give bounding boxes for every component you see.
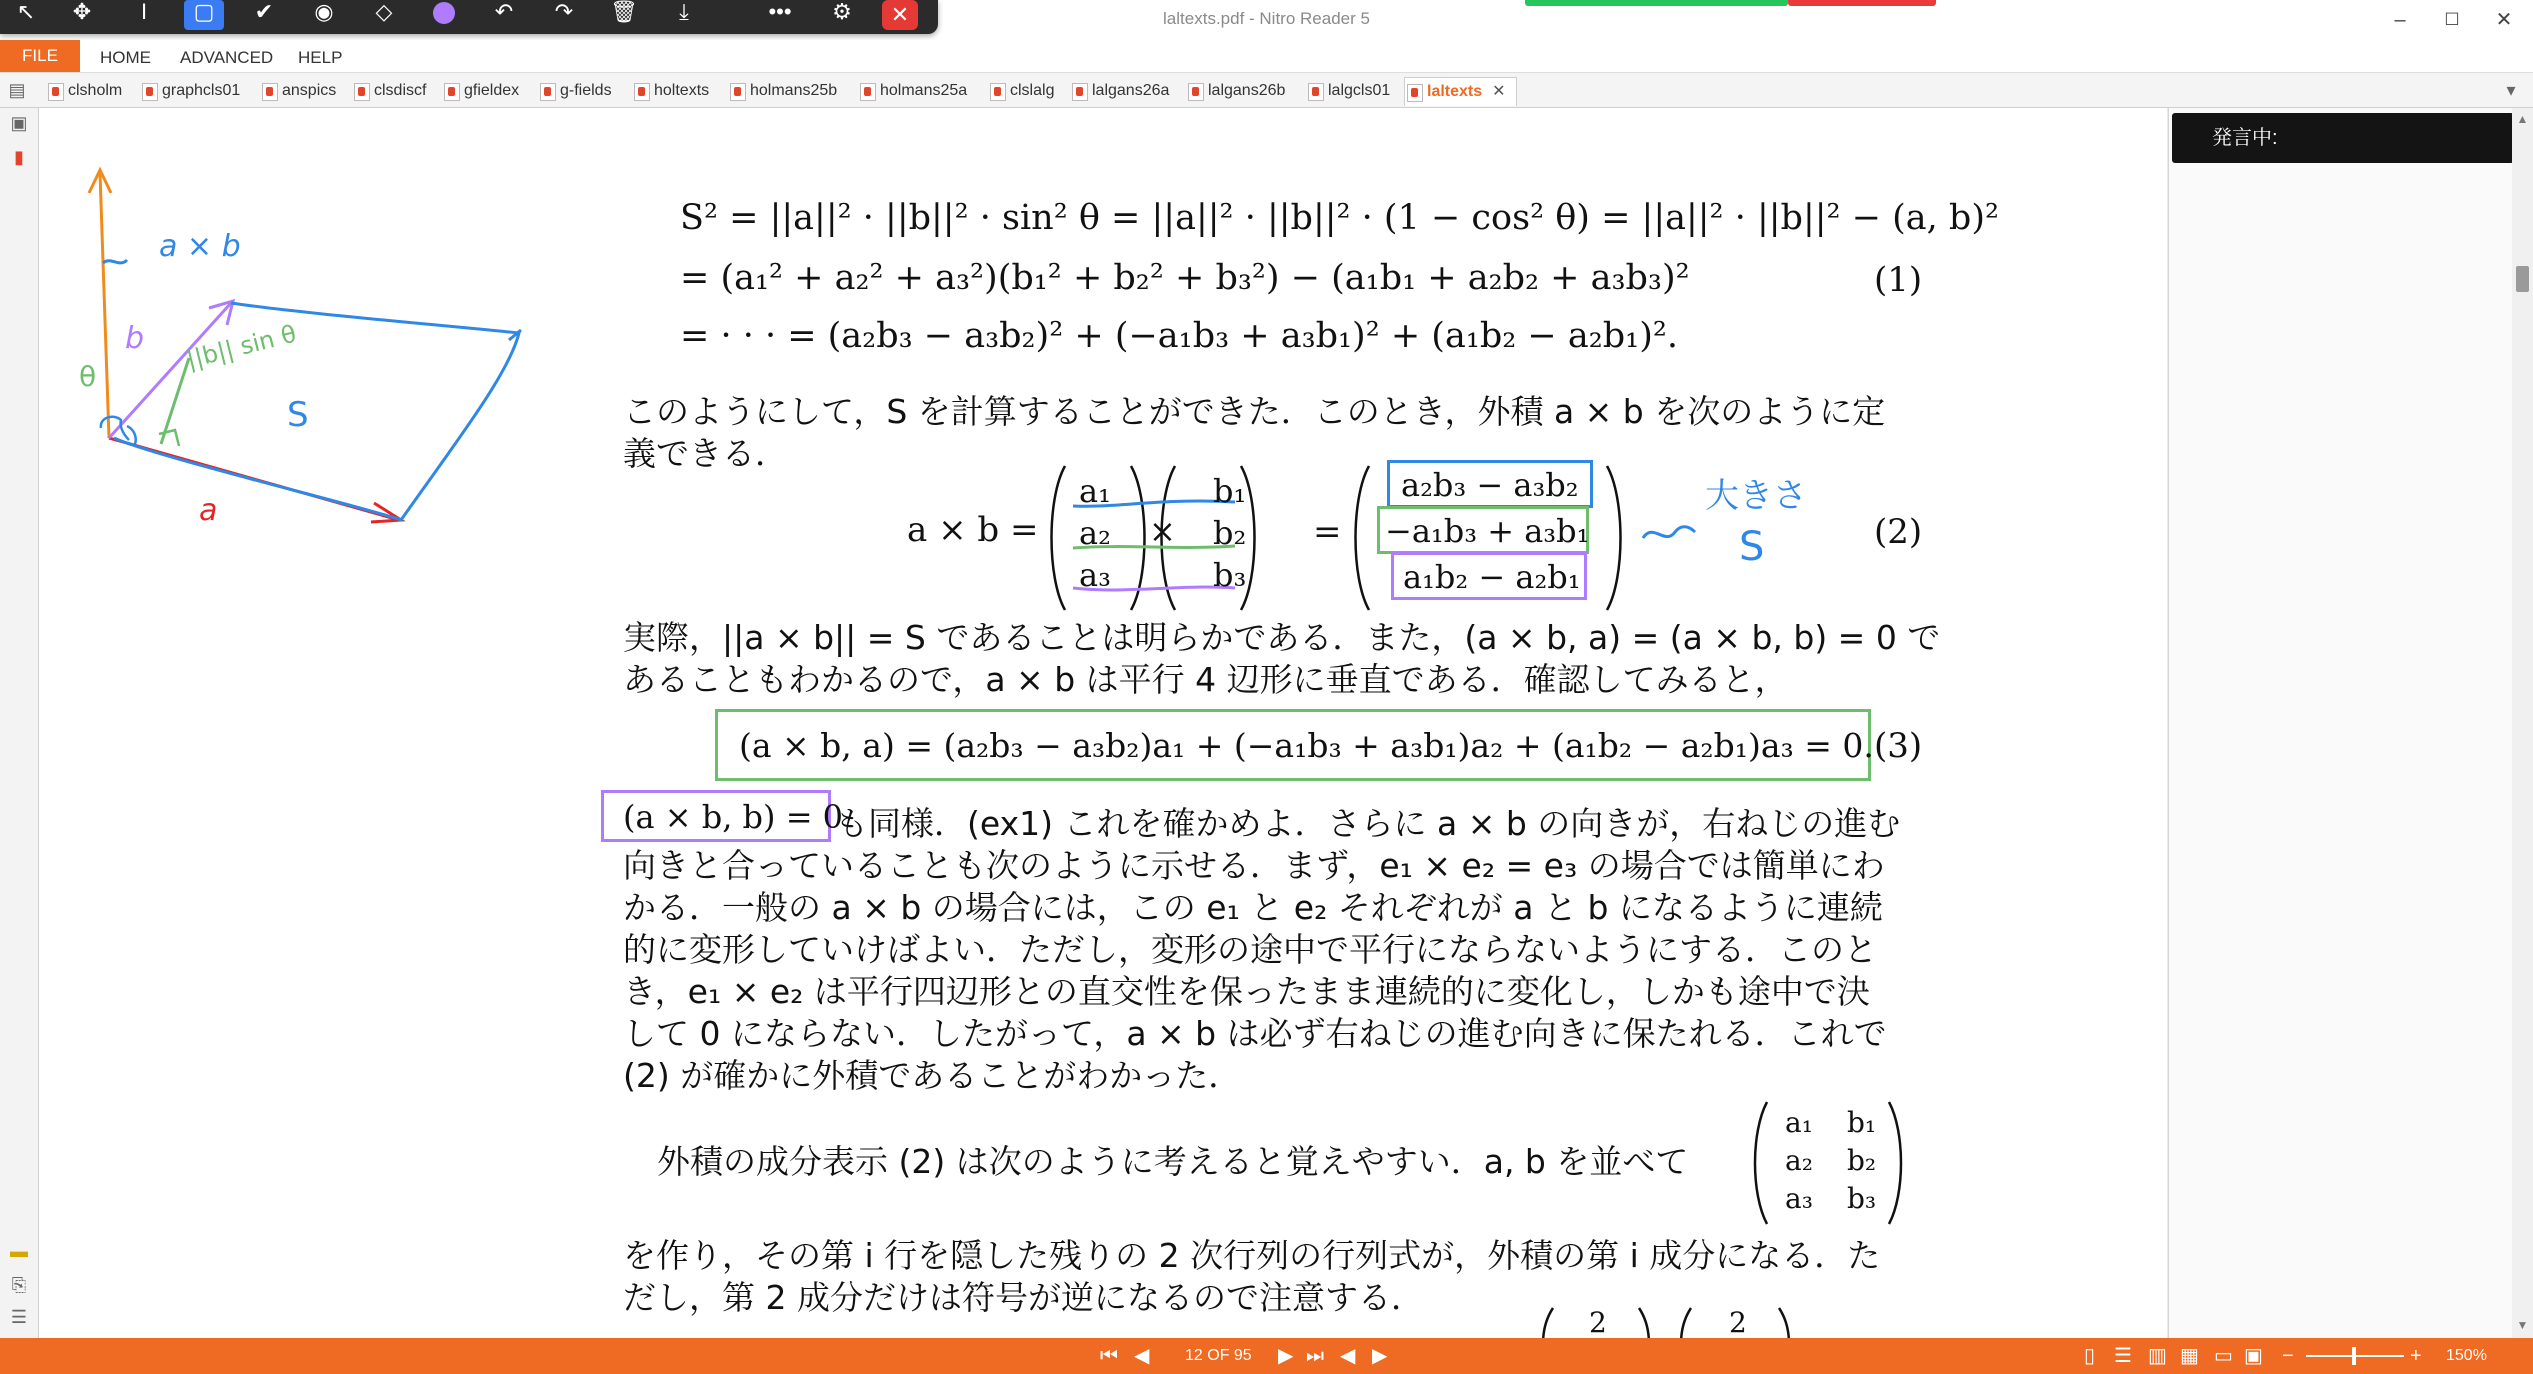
cutoff-value-2: 2 (1729, 1306, 1747, 1338)
pages-panel-icon[interactable]: ▣ (10, 113, 28, 133)
zoom-level[interactable]: 150% (2446, 1347, 2487, 1364)
forward-view-icon[interactable]: ▶ (1372, 1345, 1388, 1367)
first-page-icon[interactable]: ⏮ (1100, 1345, 1118, 1367)
speaking-indicator: 発言中: (2172, 113, 2514, 163)
single-page-view-icon[interactable]: ▯ (2084, 1345, 2096, 1367)
eq2-r1: a₂b₃ − a₃b₂ (1401, 466, 1579, 504)
label-a-cross-b: a × b (159, 229, 241, 264)
para3-boxed-eq: (a × b, b) = 0 (623, 798, 844, 836)
eq2-b1: b₁ (1213, 472, 1247, 510)
eq1-line3: = · · · = (a₂b₃ − a₃b₂)² + (−a₁b₃ + a₃b₁)² + (a₁b₂ − a₂b₁)². (680, 316, 1679, 356)
tab-g-fields[interactable]: g-fields (538, 77, 612, 105)
para3-line1: も同様．(ex1) これを確かめよ．さらに a × b の向きが，右ねじの進む (835, 804, 1901, 843)
comments-panel-icon[interactable]: ▬ (10, 1241, 28, 1261)
tab-lalgans26b[interactable]: lalgans26b (1186, 77, 1285, 105)
maximize-button[interactable]: ☐ (2444, 10, 2460, 29)
eq2-b3: b₃ (1213, 556, 1247, 594)
tab-anspics[interactable]: anspics (260, 77, 336, 105)
previous-page-icon[interactable]: ◀ (1134, 1345, 1150, 1367)
facing-view-icon[interactable]: ▥ (2148, 1345, 2167, 1367)
label-theta: θ (79, 360, 97, 393)
eq2-b2: b₂ (1213, 514, 1247, 552)
pdf-page (39, 108, 2167, 1338)
next-page-icon[interactable]: ▶ (1278, 1345, 1294, 1367)
parallelogram-outline (114, 303, 519, 520)
menu-bar (0, 40, 2533, 73)
color-picker-icon[interactable] (424, 0, 464, 30)
eq2-equals: = (1313, 512, 1342, 552)
scroll-down-icon[interactable]: ▼ (2516, 1318, 2529, 1332)
vertical-scrollbar[interactable] (2512, 108, 2533, 1338)
pdf-icon (860, 83, 876, 101)
pointer-icon[interactable]: ↖ (16, 0, 36, 24)
bookmarks-panel-icon[interactable]: ▮ (14, 147, 24, 167)
eq2-lhs: a × b = (907, 510, 1039, 550)
para3-line4: 的に変形していけばよい．ただし，変形の途中で平行にならないようにする．このと (623, 930, 1877, 969)
menu-home[interactable]: HOME (100, 48, 151, 67)
right-side-panel (2168, 108, 2512, 1338)
fit-page-icon[interactable]: ▣ (2244, 1345, 2263, 1367)
continuous-view-icon[interactable]: ☰ (2114, 1345, 2132, 1367)
toolbar-close-button[interactable]: ✕ (882, 0, 918, 30)
left-panel-strip (0, 108, 39, 1338)
tilde-annotation (1639, 518, 1699, 548)
tilde-mark (103, 260, 127, 263)
para2-line2: あることもわかるので，a × b は平行 4 辺形に垂直である．確認してみると， (623, 660, 1788, 699)
facing-continuous-view-icon[interactable]: ▦ (2180, 1345, 2199, 1367)
menu-file[interactable]: FILE (0, 40, 80, 72)
label-s: S (287, 395, 309, 435)
eq2-r3: a₁b₂ − a₂b₁ (1403, 558, 1581, 596)
pdf-icon (1308, 83, 1324, 101)
para4-line2: を作り，その第 i 行を隠した残りの 2 次行列の行列式が，外積の第 i 成分になる．た (623, 1236, 1881, 1275)
tab-gfieldex[interactable]: gfieldex (442, 77, 519, 105)
document-tabs (0, 73, 2533, 108)
tab-holtexts[interactable]: holtexts (632, 77, 709, 105)
check-icon[interactable]: ✔ (254, 0, 274, 24)
matrix-b2: b₂ (1847, 1144, 1877, 1177)
eraser-icon[interactable]: ◇ (375, 0, 393, 24)
handwritten-figure (39, 108, 559, 568)
pdf-icon (142, 83, 158, 101)
para3-line6: して 0 にならない．したがって，a × b は必ず右ねじの進む向きに保たれる．これで (623, 1014, 1887, 1053)
scroll-thumb[interactable] (2516, 266, 2529, 292)
tab-lalgcls01[interactable]: lalgcls01 (1306, 77, 1390, 105)
pdf-icon (990, 83, 1006, 101)
pdf-icon (1188, 83, 1204, 101)
matrix-brackets (1749, 1098, 1909, 1228)
pdf-icon (1072, 83, 1088, 101)
call-indicator-green (1525, 0, 1788, 6)
tab-laltexts[interactable]: laltexts ✕ (1404, 77, 1517, 106)
tab-overflow-icon[interactable]: ▾ (2506, 80, 2516, 100)
annotation-size-s: S (1739, 524, 1765, 570)
menu-advanced[interactable]: ADVANCED (180, 48, 274, 67)
para3-line2: 向きと合っていることも次のように示せる．まず，e₁ × e₂ = e₃ の場合では簡単にわ (623, 846, 1885, 885)
para3-line7: (2) が確かに外積であることがわかった． (623, 1056, 1242, 1095)
fit-width-icon[interactable]: ▭ (2214, 1345, 2233, 1367)
para4-line1: 外積の成分表示 (2) は次のように考えると覚えやすい．a, b を並べて (657, 1142, 1689, 1181)
pdf-icon (634, 83, 650, 101)
eq1-line1: S² = ||a||² · ||b||² · sin² θ = ||a||² · ||b||² · (1 − cos² θ) = ||a||² · ||b||² − (a, b)² (680, 198, 2000, 238)
tab-close-icon[interactable]: ✕ (1492, 83, 1506, 100)
para1-line2: 義できる． (623, 434, 788, 473)
label-height: ||b|| sin θ (183, 319, 300, 374)
back-view-icon[interactable]: ◀ (1340, 1345, 1356, 1367)
para2-line1: 実際，||a × b|| = S であることは明らかである．また，(a × b, a) = (a × b, b) = 0 で (623, 618, 1941, 657)
move-icon[interactable]: ✥ (72, 0, 92, 24)
tab-lalgans26a[interactable]: lalgans26a (1070, 77, 1169, 105)
matrix-b1: b₁ (1847, 1106, 1877, 1139)
menu-help[interactable]: HELP (298, 48, 343, 67)
eq2-times: × (1149, 512, 1176, 550)
text-cursor-icon[interactable]: I (140, 0, 148, 24)
status-bar (0, 1338, 2533, 1374)
undo-icon[interactable]: ↶ (494, 0, 514, 24)
redo-icon[interactable]: ↷ (554, 0, 574, 24)
zoom-out-icon[interactable]: − (2282, 1345, 2294, 1367)
download-icon[interactable]: ⤓ (679, 0, 689, 24)
para3-line3: かる．一般の a × b の場合には，この e₁ と e₂ それぞれが a と b になるように連続 (623, 888, 1883, 927)
minimize-button[interactable]: – (2394, 9, 2406, 31)
angle-arc (127, 426, 136, 444)
pdf-icon (262, 83, 278, 101)
pdf-icon (354, 83, 370, 101)
tab-list-icon[interactable]: ▤ (8, 80, 26, 100)
eq3: (a × b, a) = (a₂b₃ − a₃b₂)a₁ + (−a₁b₃ + a₃b₁)a₂ + (a₁b₂ − a₂b₁)a₃ = 0. (739, 726, 1874, 765)
eq2-a3: a₃ (1079, 556, 1111, 594)
eq1-number: (1) (1874, 260, 1923, 300)
tab-clsholm[interactable]: clsholm (46, 77, 122, 105)
tab-clsdiscf[interactable]: clsdiscf (352, 77, 426, 105)
page-indicator[interactable]: 12 OF 95 (1185, 1347, 1252, 1364)
highlighter-icon[interactable]: ◉ (314, 0, 334, 24)
zoom-slider-handle[interactable] (2352, 1347, 2356, 1365)
pdf-icon (730, 83, 746, 101)
eq2-a2: a₂ (1079, 514, 1111, 552)
cutoff-value-1: 2 (1589, 1306, 1607, 1338)
para3-line5: き，e₁ × e₂ は平行四辺形との直交性を保ったまま連続的に変化し，しかも途中で決 (623, 972, 1870, 1011)
attachments-panel-icon[interactable]: ⎘ (11, 1275, 27, 1295)
normal-vector-arrow (100, 173, 109, 438)
para4-line3: だし，第 2 成分だけは符号が逆になるので注意する． (623, 1278, 1424, 1317)
label-b: b (125, 321, 145, 356)
tab-graphcls01[interactable]: graphcls01 (140, 77, 240, 105)
eq3-number: (3) (1874, 726, 1923, 766)
call-indicator-red (1788, 0, 1936, 6)
tab-clslalg[interactable]: clslalg (988, 77, 1054, 105)
matrix-a1: a₁ (1785, 1106, 1813, 1139)
cutoff-brackets (1539, 1304, 1799, 1338)
close-window-button[interactable]: ✕ (2495, 9, 2513, 31)
annotation-size: 大きさ (1705, 476, 1807, 516)
label-a: a (199, 493, 218, 528)
scroll-up-icon[interactable]: ▲ (2516, 112, 2529, 126)
para1-line1: このようにして，S を計算することができた．このとき，外積 a × b を次のように定 (623, 392, 1886, 431)
rectangle-tool-icon[interactable]: ▢ (184, 0, 224, 30)
window-title: laltexts.pdf - Nitro Reader 5 (1163, 9, 1370, 28)
more-icon[interactable]: ••• (768, 0, 792, 24)
pdf-icon (444, 83, 460, 101)
user-settings-icon[interactable]: ⚙ (832, 0, 852, 24)
matrix-b3: b₃ (1847, 1182, 1877, 1215)
zoom-in-icon[interactable]: + (2410, 1345, 2422, 1367)
eq1-line2: = (a₁² + a₂² + a₃²)(b₁² + b₂² + b₃²) − (a₁b₁ + a₂b₂ + a₃b₃)² (680, 258, 1690, 298)
output-panel-icon[interactable]: ☰ (10, 1307, 28, 1327)
pdf-icon (48, 83, 64, 101)
eq2-number: (2) (1874, 512, 1923, 552)
matrix-a2: a₂ (1785, 1144, 1813, 1177)
pdf-icon (540, 83, 556, 101)
eq2-r2: −a₁b₃ + a₃b₁ (1385, 512, 1590, 550)
matrix-a3: a₃ (1785, 1182, 1813, 1215)
pdf-icon (1407, 84, 1423, 102)
tab-holmans25a[interactable]: holmans25a (858, 77, 967, 105)
drawing-toolbar (0, 0, 938, 34)
trash-icon[interactable]: 🗑 (610, 0, 638, 24)
eq2-a1: a₁ (1079, 472, 1111, 510)
last-page-icon[interactable]: ⏭ (1306, 1345, 1324, 1367)
tab-holmans25b[interactable]: holmans25b (728, 77, 837, 105)
